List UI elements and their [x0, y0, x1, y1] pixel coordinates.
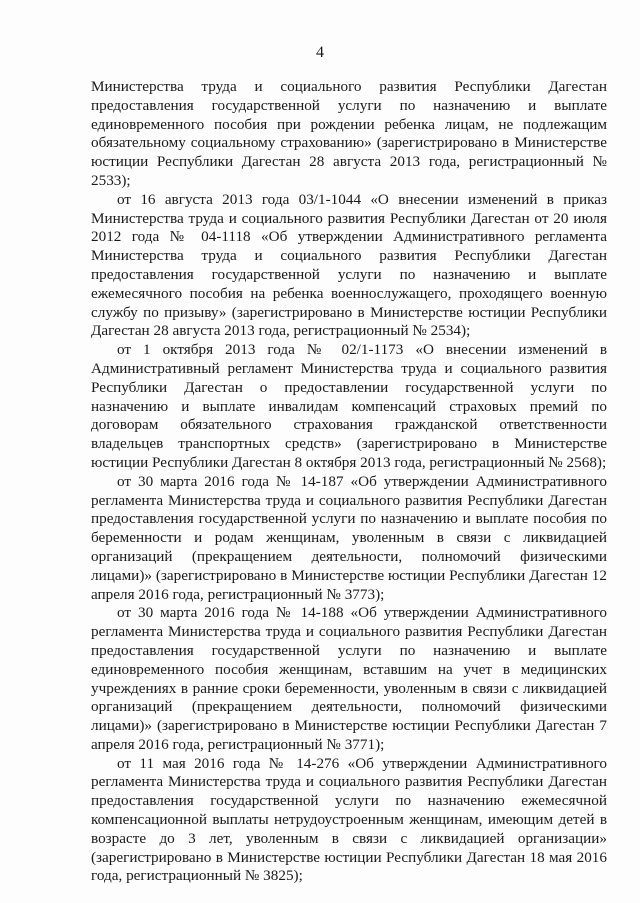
- paragraph-3-body: Административный регламент Министерства труда и социального развития Республики Дагестан о предоставлении государственной услуги по назначению и выплате инвалидам компенсаций страховых премий по договорам обязательного страхования гражданской ответственности владельцев транспортных средств» (зарегистрировано в Министерстве юстиции Республики Дагестан 8 октября 2013 года, регистрационный № 2568);: [91, 359, 607, 471]
- paragraph-3-first-line: от 1 октября 2013 года № 02/1-1173 «О внесении изменений в: [117, 341, 607, 359]
- paragraph-6-first-line: от 11 мая 2016 года № 14-276 «Об утверждении Административного: [117, 754, 607, 772]
- page-number: 4: [316, 44, 324, 61]
- paragraph-1-first-line: Министерства труда и социального развития Республики Дагестан: [91, 78, 607, 95]
- paragraph-1-body: предоставления государственной услуги по назначению и выплате единовременного пособия при рождении ребенка лицам, не подлежащим обязательному социальному страхованию» (зарегистрировано в Министерстве юстиции Республики Дагестан 28 августа 2013 года, регистрационный № 2533);: [91, 96, 607, 189]
- document-body: [91, 78, 607, 886]
- paragraph-4-first-line: от 30 марта 2016 года № 14-187 «Об утверждении Административного: [117, 472, 607, 490]
- paragraph-5-first-line: от 30 марта 2016 года № 14-188 «Об утверждении Административного: [117, 604, 607, 622]
- paragraph-2-body: Министерства труда и социального развития Республики Дагестан от 20 июля 2012 года № 04-1118 «Об утверждении Административного регламента Министерства труда и социального развития Республики Дагестан предоставления государственной услуги по назначению и выплате ежемесячного пособия на ребенка военнослужащего, проходящего военную службу по призыву» (зарегистрировано в Министерстве юстиции Республики Дагестан 28 августа 2013 года, регистрационный № 2534);: [91, 209, 607, 340]
- paragraph-2-first-line: от 16 августа 2013 года 03/1-1044 «О внесении изменений в приказ: [117, 190, 607, 208]
- paragraph-4-body: регламента Министерства труда и социального развития Республики Дагестан предоставления государственной услуги по назначению и выплате пособия по беременности и родам женщинам, уволенным в связи с ликвидацией организаций (прекращением деятельности, полномочий физическими лицами)» (зарегистрировано в Министерстве юстиции Республики Дагестан 12 апреля 2016 года, регистрационный № 3773);: [91, 491, 607, 603]
- paragraph-6-body: регламента Министерства труда и социального развития Республики Дагестан предоставления государственной услуги по назначению ежемесячной компенсационной выплаты нетрудоустроенным женщинам, имеющим детей в возрасте до 3 лет, уволенным в связи с ликвидацией организации» (зарегистрировано в Министерстве юстиции Республики Дагестан 18 мая 2016 года, регистрационный № 3825);: [91, 773, 607, 885]
- paragraph-5-body: регламента Министерства труда и социального развития Республики Дагестан предоставления государственной услуги по назначению и выплате единовременного пособия женщинам, вставшим на учет в медицинских учреждениях в ранние сроки беременности, уволенным в связи с ликвидацией организаций (прекращением деятельности, полномочий физическими лицами)» (зарегистрировано в Министерстве юстиции Республики Дагестан 7 апреля 2016 года, регистрационный № 3771);: [91, 623, 607, 753]
